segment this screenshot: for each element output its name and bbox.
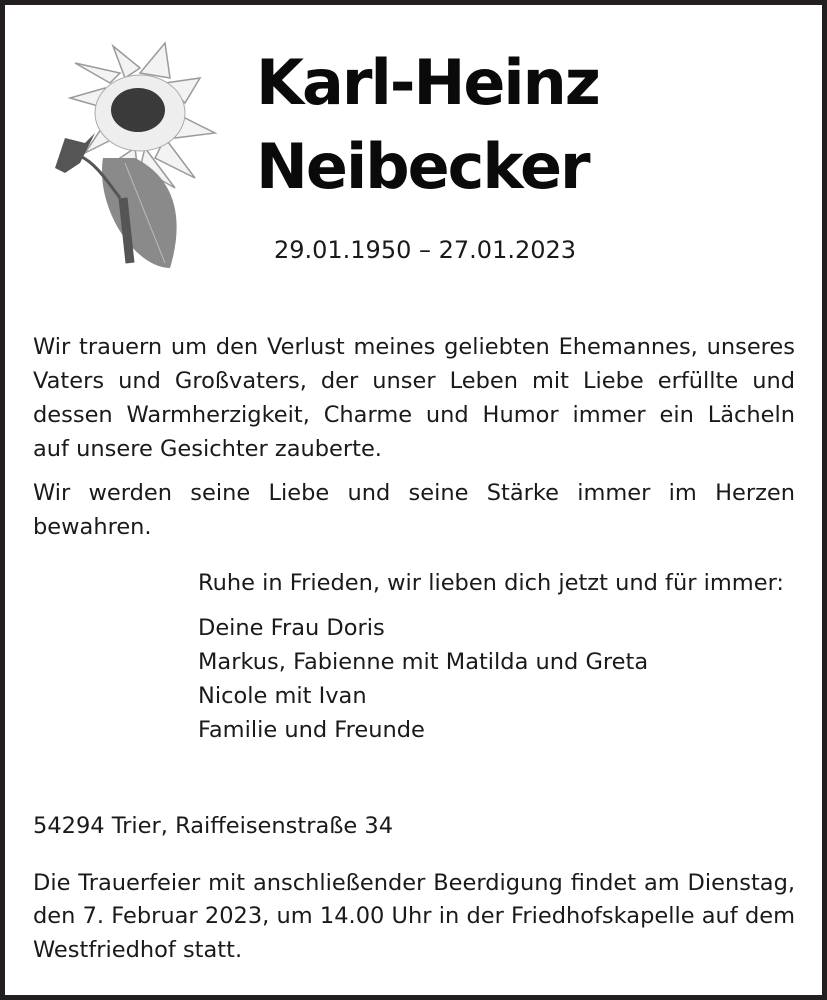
funeral-line: den 7. Februar 2023, um 14.00 Uhr in der Friedhofskapelle auf dem bbox=[33, 903, 795, 929]
intro-line: dessen Warmherzigkeit, Charme und Humor immer ein Lächeln bbox=[33, 402, 795, 428]
intro-line: Vaters und Großvaters, der unser Leben mit Liebe erfüllte und bbox=[33, 368, 795, 394]
intro-line: auf unsere Gesichter zauberte. bbox=[33, 436, 382, 462]
sunflower-image bbox=[25, 38, 220, 273]
life-dates: 29.01.1950 – 27.01.2023 bbox=[273, 236, 577, 264]
funeral-line: Westfriedhof statt. bbox=[33, 937, 243, 963]
farewell-text: Ruhe in Frieden, wir lieben dich jetzt und für immer: bbox=[198, 570, 784, 596]
name-first: Karl-Heinz bbox=[256, 46, 599, 119]
mourner: Familie und Freunde bbox=[198, 717, 425, 743]
mourner: Markus, Fabienne mit Matilda und Greta bbox=[198, 649, 649, 675]
mourner: Nicole mit Ivan bbox=[198, 683, 367, 709]
funeral-line: Die Trauerfeier mit anschließender Beerdigung findet am Dienstag, bbox=[33, 870, 795, 896]
intro-line: Wir trauern um den Verlust meines geliebten Ehemannes, unseres bbox=[33, 334, 795, 360]
address: 54294 Trier, Raiffeisenstraße 34 bbox=[33, 813, 394, 839]
name-last: Neibecker bbox=[256, 130, 589, 203]
mourner: Deine Frau Doris bbox=[198, 615, 385, 641]
second-paragraph: Wir werden seine Liebe und seine Stärke immer im Herzen bewahren. bbox=[33, 480, 795, 540]
